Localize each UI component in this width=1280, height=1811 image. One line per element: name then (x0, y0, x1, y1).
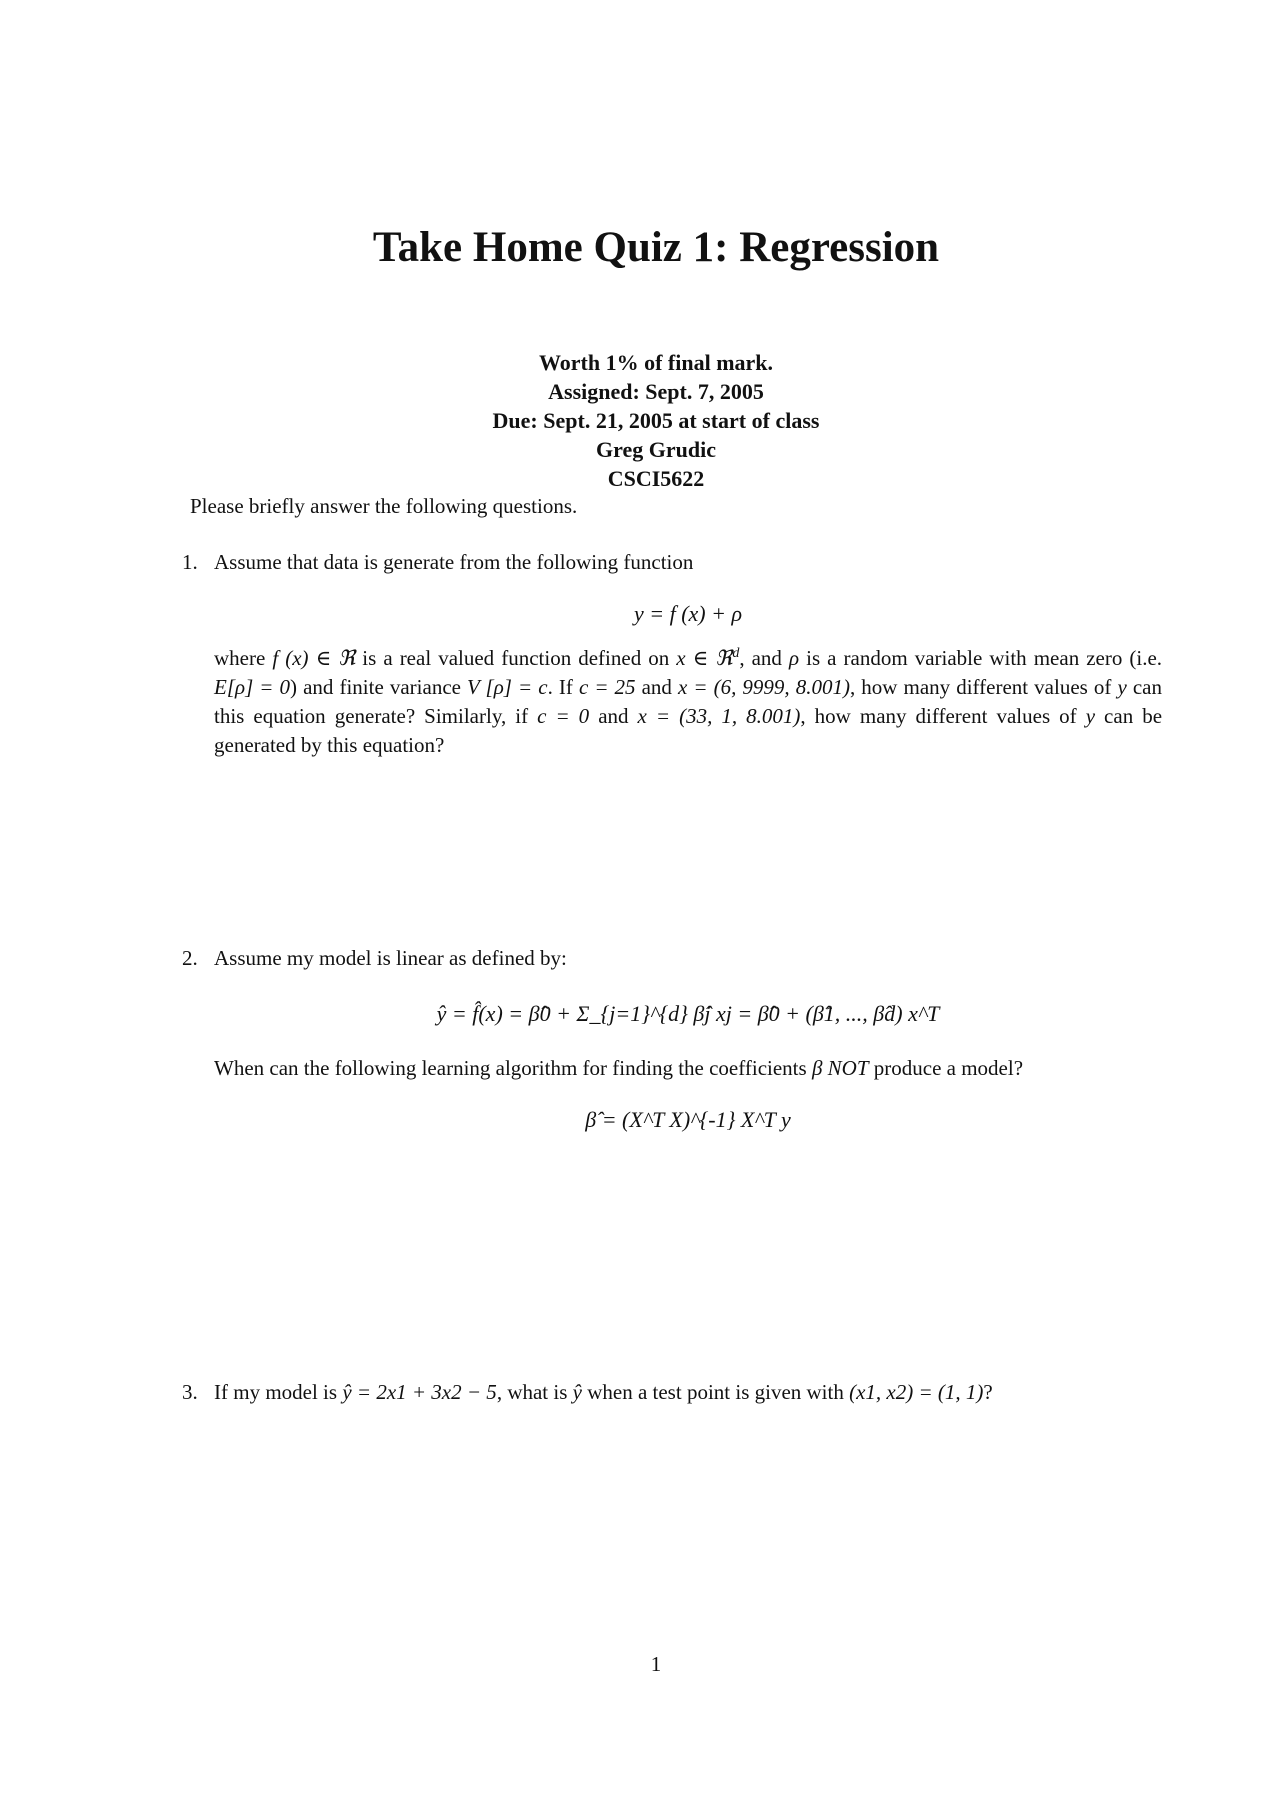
equation-noise-model: y = f (x) + ρ (633, 601, 743, 626)
math-fragment: E[ρ] = 0 (214, 675, 291, 699)
question-number: 1. (182, 550, 198, 574)
math-fragment: c = 0 (537, 704, 590, 728)
math-fragment: x = (6, 9999, 8.001) (678, 675, 850, 699)
text-fragment: is a real valued function defined on (362, 646, 670, 670)
text-fragment: where (214, 646, 266, 670)
text-fragment: , what is (496, 1380, 568, 1404)
text-fragment: can be generated by this equation? (214, 704, 1163, 757)
question-3 (182, 1378, 1162, 1407)
math-fragment: y (1117, 675, 1127, 699)
due-line: Due: Sept. 21, 2005 at start of class (492, 408, 820, 433)
text-fragment: produce a model? (873, 1056, 1024, 1080)
text-fragment: and (641, 675, 672, 699)
math-fragment: V [ρ] = c (467, 675, 548, 699)
question-number: 3. (182, 1380, 198, 1404)
text-fragment: , how many different values of (800, 704, 1077, 728)
text-fragment: If my model is (214, 1380, 338, 1404)
text-fragment: When can the following learning algorithm for finding the coefficients (214, 1056, 807, 1080)
math-fragment: x = (33, 1, 8.001) (637, 704, 801, 728)
question-lead: Assume that data is generate from the following function (214, 550, 694, 574)
text-fragment: is a random variable with mean zero (i.e. (806, 646, 1163, 670)
page-number: 1 (650, 1652, 662, 1676)
page-title: Take Home Quiz 1: Regression (372, 224, 940, 271)
question-number: 2. (182, 946, 198, 970)
math-fragment: (x1, x2) = (1, 1) (849, 1380, 984, 1404)
text-fragment: . If (547, 675, 573, 699)
math-fragment: y (1085, 704, 1096, 728)
course-line: CSCI5622 (607, 466, 705, 491)
math-fragment: ŷ (572, 1380, 582, 1404)
equation-linear-model: ŷ = f̂(x) = β̂0 + Σ_{j=1}^{d} β̂j xj = β̂0 + (β̂1, ..., β̂d) x^T (436, 1001, 940, 1026)
worth-line: Worth 1% of final mark. (538, 350, 774, 375)
math-fragment: f (x) ∈ ℜ (272, 646, 356, 670)
equation-least-squares: β̂ = (X^T X)^{-1} X^T y (585, 1107, 791, 1132)
math-fragment: c = 25 (578, 675, 636, 699)
quiz-meta (0, 348, 1280, 493)
question-1 (182, 548, 1162, 760)
emphasis-text: NOT (827, 1056, 869, 1080)
math-fragment: ρ (788, 646, 800, 670)
text-fragment: and (598, 704, 629, 728)
question-lead: Assume my model is linear as defined by: (214, 946, 567, 970)
question-body (214, 1054, 1162, 1083)
text-fragment: ) and finite variance (290, 675, 461, 699)
author-line: Greg Grudic (596, 437, 716, 462)
text-fragment: can this equation generate? Similarly, if (214, 675, 1162, 728)
intro-text: Please briefly answer the following questions. (190, 494, 578, 518)
math-fragment: β (811, 1056, 823, 1080)
math-fragment: ŷ = 2x1 + 3x2 − 5 (342, 1380, 497, 1404)
text-fragment: , and (739, 646, 782, 670)
question-body (214, 644, 1162, 760)
assigned-line: Assigned: Sept. 7, 2005 (548, 379, 764, 404)
question-2 (182, 944, 1162, 1134)
math-fragment: x ∈ ℜ$^d$ (676, 646, 740, 670)
text-fragment: , how many different values of (849, 675, 1112, 699)
text-fragment: when a test point is given with (587, 1380, 844, 1404)
text-fragment: ? (983, 1380, 993, 1404)
